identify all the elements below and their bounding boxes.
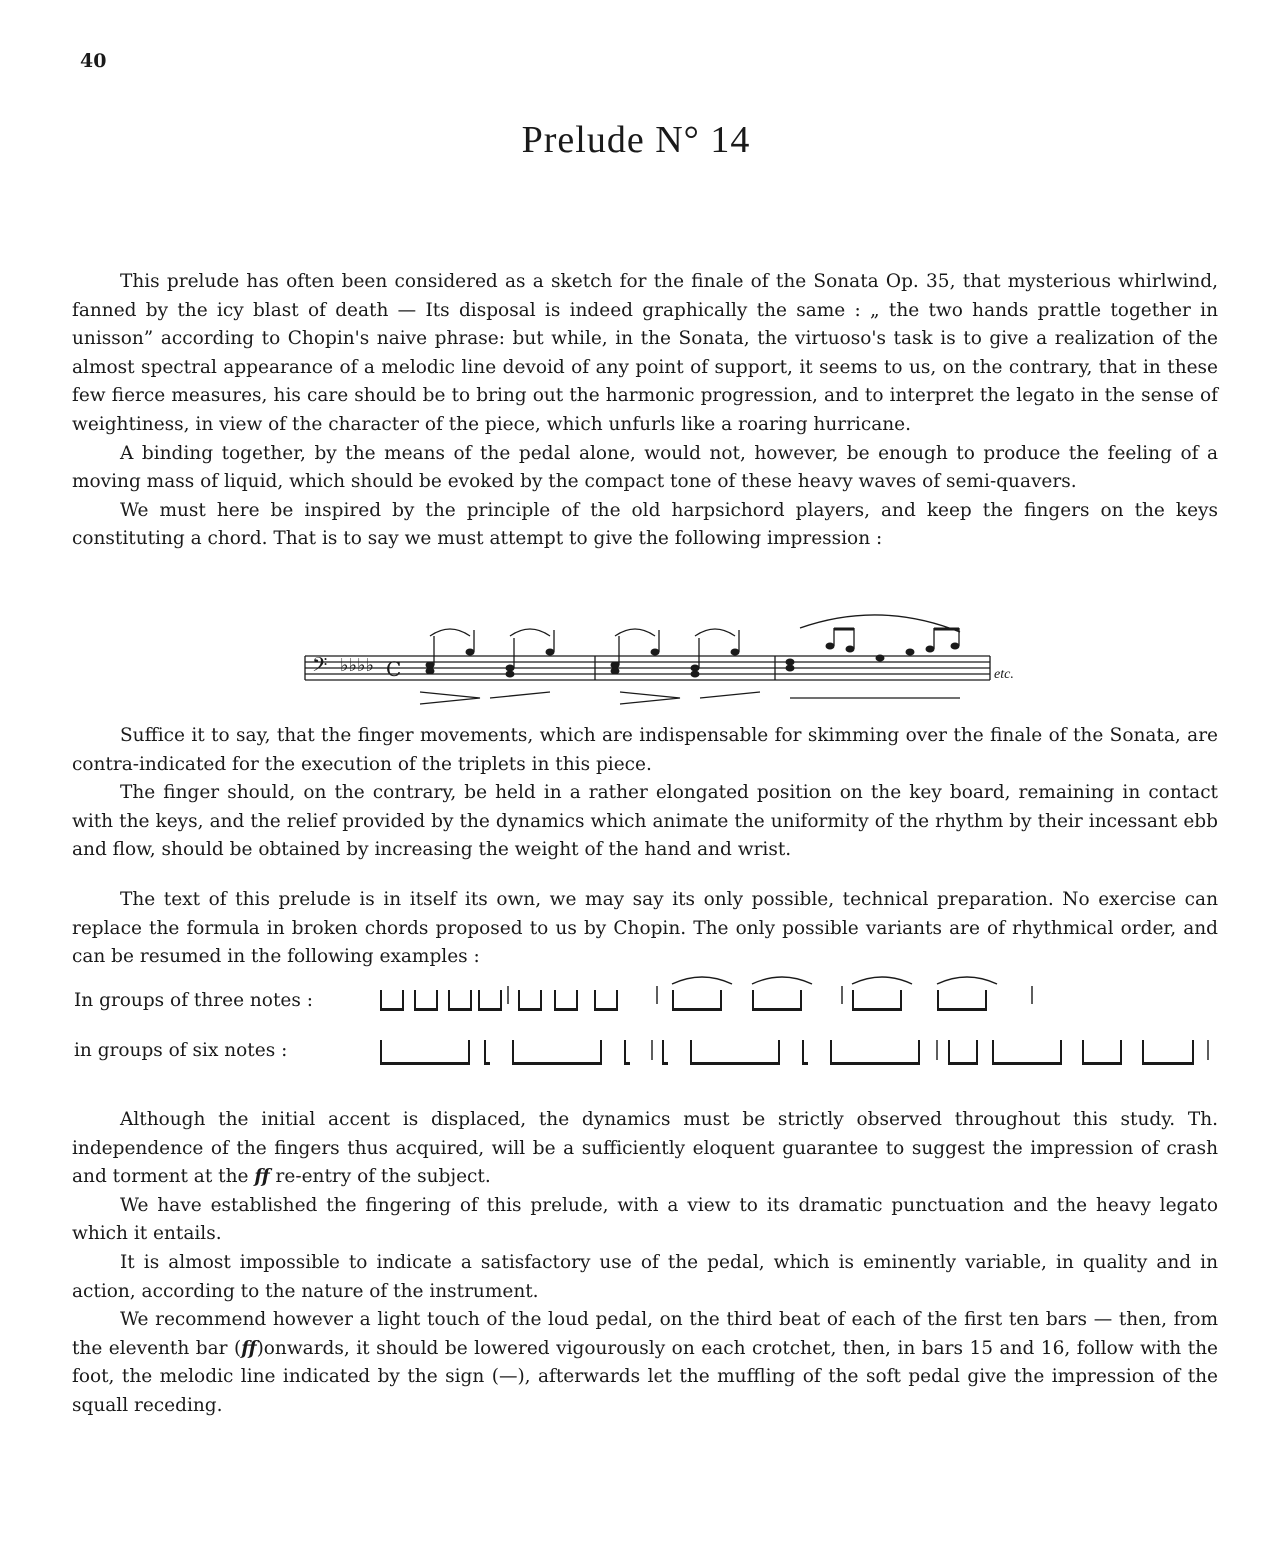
- paragraph: This prelude has often been considered as a sketch for the finale of the Sonata Op. 35, that mysterious whirlwind, fanned by the icy blast of death — Its disposal is indeed graphically the same : „ the two hands prattle together in unisson” according to Chopin's naive phrase: but while, in the Sonata, the virtuoso's task is to give a realization of the almost spectral appearance of a melodic line devoid of any point of support, it seems to us, on the contrary, that in these few fierce measures, his care should be to bring out the harmonic progression, and to interpret the legato in the sense of weightiness, in view of the character of the piece, which unfurls like a roaring hurricane.: [72, 271, 1218, 435]
- paragraph: It is almost impossible to indicate a satisfactory use of the pedal, which is eminently variable, in quality and in action, according to the nature of the instrument.: [72, 1251, 1218, 1302]
- page-title: Prelude N° 14: [521, 119, 751, 161]
- paragraph: The text of this prelude is in itself its own, we may say its only possible, technical preparation. No exercise can replace the formula in broken chords proposed to us by Chopin. The only possible variants are of rhythmical order, and can be resumed in the following examples :: [72, 889, 1218, 968]
- text-block-technique: [72, 722, 1218, 865]
- svg-text:♭♭♭♭: ♭♭♭♭: [340, 655, 374, 676]
- example-label-three: In groups of three notes :: [74, 990, 313, 1011]
- paragraph: [72, 1106, 1218, 1192]
- fortissimo-mark: ff: [254, 1166, 270, 1188]
- text-block-intro: [72, 268, 1218, 554]
- text-block-pedal: [72, 1106, 1218, 1421]
- text-run: )onwards, it should be lowered vigourously on each crotchet, then, in bars 15 and 16, follow with the foot, the melodic line indicated by the sign (—), afterwards let the muffling of the soft pedal give the impression of the squall receding.: [72, 1337, 1218, 1416]
- paragraph: [72, 1306, 1218, 1420]
- text-block-preparation: [72, 886, 1218, 972]
- text-run: We recommend however a light touch of the loud pedal, on the third beat of each of the first ten bars — then, from the eleventh bar (: [72, 1309, 1218, 1359]
- paragraph: Suffice it to say, that the finger movements, which are indispensable for skimming over the finale of the Sonata, are contra-indicated for the execution of the triplets in this piece.: [72, 725, 1218, 775]
- text-run: Although the initial accent is displaced, the dynamics must be strictly observed throughout this study. Th. independence of the fingers thus acquired, will be a sufficiently eloquent guarantee to suggest the impression of crash and torment at the: [72, 1109, 1218, 1188]
- rhythm-example-six: [372, 1030, 1232, 1074]
- paragraph: A binding together, by the means of the pedal alone, would not, however, be enough to produce the feeling of a moving mass of liquid, which should be evoked by the compact tone of these heavy waves of semi-quavers.: [72, 442, 1218, 493]
- paragraph: We must here be inspired by the principle of the old harpsichord players, and keep the fingers on the keys constituting a chord. That is to say we must attempt to give the following impression :: [72, 499, 1218, 550]
- etc-label: etc.: [994, 667, 1014, 682]
- paragraph: We have established the fingering of this prelude, with a view to its dramatic punctuation and the heavy legato which it entails.: [72, 1194, 1218, 1245]
- svg-text:C: C: [386, 657, 402, 681]
- paragraph: The finger should, on the contrary, be held in a rather elongated position on the key board, remaining in contact with the keys, and the relief provided by the dynamics which animate the uniformity of the rhythm by their incessant ebb and flow, should be obtained by increasing the weight of the hand and wrist.: [72, 782, 1218, 861]
- music-example: [300, 608, 1040, 720]
- svg-text:𝄢: 𝄢: [312, 653, 328, 681]
- fortissimo-mark: ff: [241, 1337, 257, 1359]
- rhythm-example-three: [372, 966, 1052, 1020]
- page-number: 40: [80, 50, 107, 72]
- example-label-six: in groups of six notes :: [74, 1040, 288, 1061]
- text-run: re-entry of the subject.: [275, 1166, 491, 1188]
